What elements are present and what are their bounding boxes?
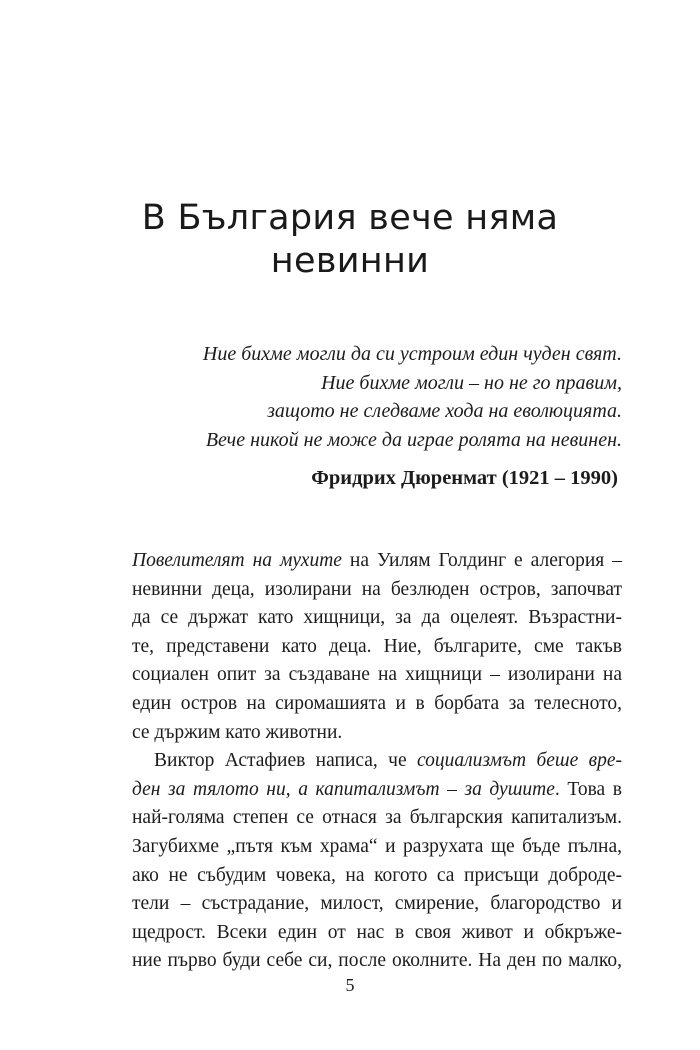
epigraph-line: Ние бихме могли да си устроим един чуден свят. [202, 343, 622, 365]
chapter-title-line-2: невинни [270, 241, 430, 281]
text-segment: ако не събудим човека, на когото са присъщи доброде- [132, 864, 622, 886]
text-segment: Загубихме „пътя към храма“ и разрухата ще бъде пълна, [132, 835, 622, 857]
page-number: 5 [345, 975, 355, 995]
text-segment: на Уилям Голдинг е алегория – [341, 550, 622, 571]
text-segment: социален опит за създаване на хищници – изолирани на [132, 664, 622, 686]
text-segment: Виктор Астафиев написа, че [154, 750, 417, 772]
italic-text: социализмът беше вре- [416, 750, 622, 772]
body-line [132, 719, 622, 748]
text-segment: невинни деца, изолирани на безлюден остров, започват [132, 578, 622, 600]
text-segment: ние първо буди себе си, после околните. На ден по малко, [132, 950, 622, 972]
body-line [132, 547, 622, 576]
body-line [132, 862, 622, 891]
body-line [132, 633, 622, 662]
epigraph-line: защото не следваме хода на еволюцията. [267, 400, 622, 422]
body-line [132, 747, 622, 776]
body-line [132, 890, 622, 919]
body-line [132, 833, 622, 862]
body-line [132, 804, 622, 833]
epigraph-author: Фридрих Дюренмат (1921 – 1990) [311, 467, 618, 489]
body-line [132, 947, 622, 976]
italic-text: ден за тялото ни, а капитализмът – за душите [132, 778, 555, 800]
body-line [132, 690, 622, 719]
text-segment: един остров на сиромашията и в борбата за телесното, [132, 692, 622, 714]
body-line [132, 919, 622, 948]
chapter-title-line-1: В България вече няма [141, 198, 559, 238]
text-segment: . Това в [554, 778, 622, 800]
italic-text: Повелителят на мухите [132, 550, 342, 571]
text-segment: те, представени като деца. Ние, българите, сме такъв [132, 635, 622, 657]
body-line [132, 576, 622, 605]
text-segment: щедрост. Всеки един от нас в своя живот и обкръже- [132, 921, 622, 943]
text-segment: тели – състрадание, милост, смирение, благородство и [132, 893, 622, 915]
text-segment: се държим като животни. [132, 721, 343, 743]
body-text [132, 547, 622, 976]
epigraph-line: Ние бихме могли – но не го правим, [321, 371, 622, 394]
body-line [132, 776, 622, 805]
body-line [132, 604, 622, 633]
body-line [132, 661, 622, 690]
text-segment: да се държат като хищници, за да оцелеят. Възрастни- [132, 607, 622, 629]
text-segment: най-голяма степен се отнася за българския капитализъм. [132, 807, 622, 829]
epigraph-line: Вече никой не може да играе ролята на невинен. [205, 428, 622, 451]
epigraph [82, 340, 622, 454]
